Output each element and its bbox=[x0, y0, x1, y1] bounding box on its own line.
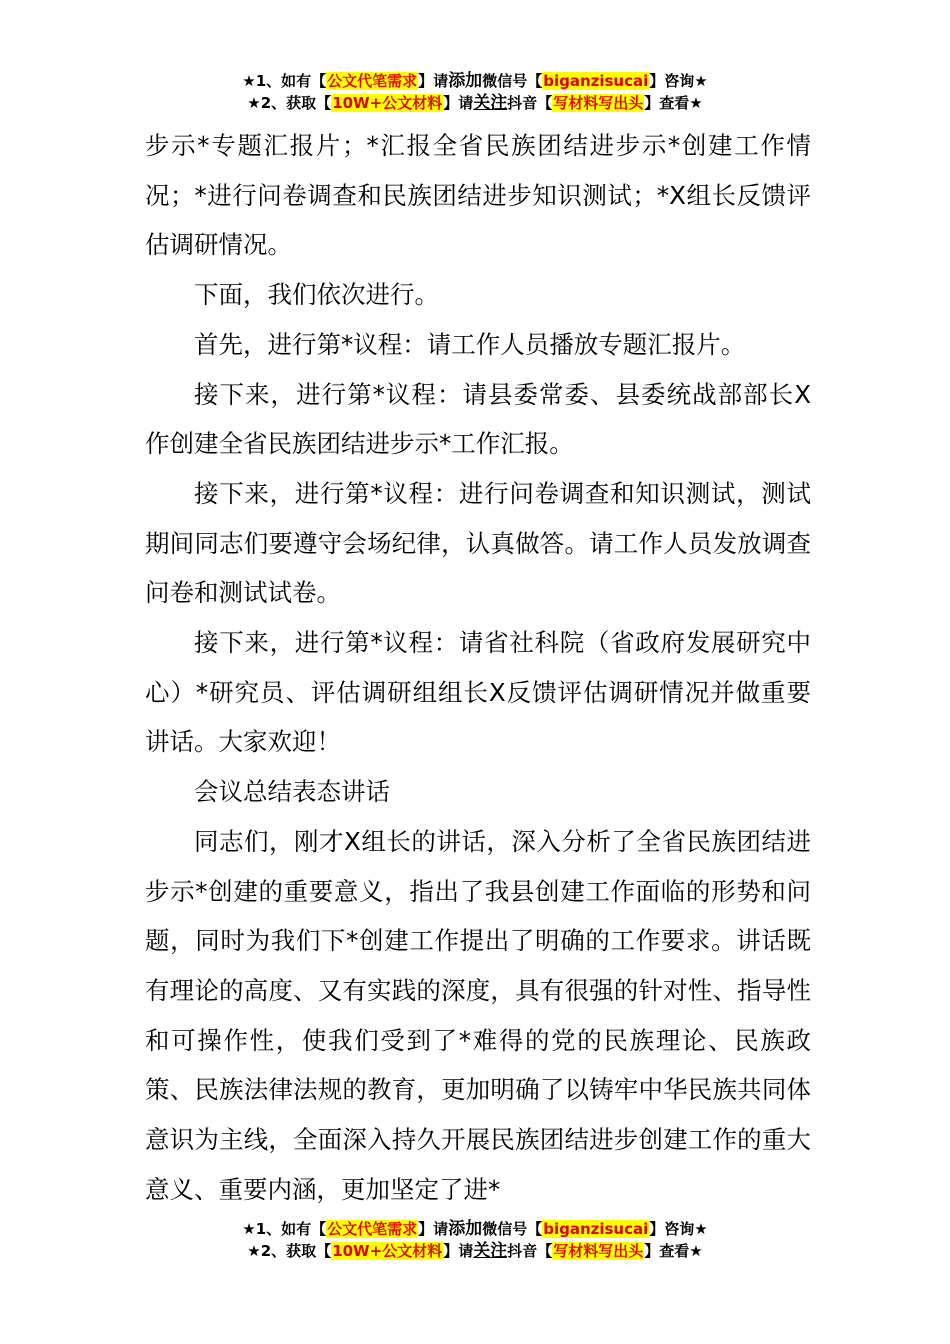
banner-text: 】查看★ bbox=[644, 94, 703, 112]
highlight-douyin: 写材料写出头 bbox=[553, 1242, 644, 1260]
banner-emphasis: 添加 bbox=[448, 1219, 483, 1239]
paragraph-4: 接下来，进行第*议程：请县委常委、县委统战部部长X作创建全省民族团结进步示*工作汇报。 bbox=[145, 379, 811, 459]
banner-line-2 bbox=[0, 92, 950, 114]
banner-text: 】咨询★ bbox=[649, 1220, 708, 1238]
paragraph-1: 步示*专题汇报片；*汇报全省民族团结进步示*创建工作情况；*进行问卷调查和民族团结进步知识测试；*X组长反馈评估调研情况。 bbox=[145, 131, 811, 260]
banner-text: ★2、获取【 bbox=[247, 1242, 332, 1260]
banner-text: 】请 bbox=[418, 1220, 449, 1238]
banner-text: 抖音【 bbox=[507, 1242, 553, 1260]
banner-text: 微信号【 bbox=[482, 72, 543, 90]
banner-text: 】查看★ bbox=[644, 1242, 703, 1260]
highlight-materials: 10W+公文材料 bbox=[332, 1242, 443, 1260]
banner-text: 】请 bbox=[443, 1242, 474, 1260]
banner-emphasis: 关注 bbox=[473, 1241, 508, 1261]
paragraph-7: 同志们，刚才X组长的讲话，深入分析了全省民族团结进步示*创建的重要意义，指出了我县创建工作面临的形势和问题，同时为我们下*创建工作提出了明确的工作要求。讲话既有理论的高度、又有实践的深度，具有很强的针对性、指导性和可操作性，使我们受到了*难得的党的民族理论、民族政策、民族法律法规的教育，更加明确了以铸牢中华民族共同体意识为主线，全面深入持久开展民族团结进步创建工作的重大意义、重要内涵，更加坚定了进* bbox=[145, 826, 811, 1204]
banner-line-2 bbox=[0, 1240, 950, 1262]
banner-text: 】请 bbox=[443, 94, 474, 112]
highlight-wechat-id: biganzisucai bbox=[543, 72, 649, 90]
banner-text: 抖音【 bbox=[507, 94, 553, 112]
header-banner bbox=[0, 70, 950, 114]
highlight-service: 公文代笔需求 bbox=[327, 1220, 418, 1238]
banner-text: ★1、如有【 bbox=[242, 1220, 327, 1238]
highlight-wechat-id: biganzisucai bbox=[543, 1220, 649, 1238]
banner-text: ★2、获取【 bbox=[247, 94, 332, 112]
paragraph-6: 接下来，进行第*议程：请省社科院（省政府发展研究中心）*研究员、评估调研组组长X反馈评估调研情况并做重要讲话。大家欢迎！ bbox=[145, 628, 811, 757]
banner-line-1 bbox=[0, 1218, 950, 1240]
banner-emphasis: 添加 bbox=[448, 71, 483, 91]
paragraph-3: 首先，进行第*议程：请工作人员播放专题汇报片。 bbox=[194, 329, 746, 359]
banner-text: ★1、如有【 bbox=[242, 72, 327, 90]
banner-emphasis: 关注 bbox=[473, 93, 508, 113]
paragraph-2: 下面，我们依次进行。 bbox=[194, 280, 439, 310]
section-heading: 会议总结表态讲话 bbox=[194, 777, 390, 807]
document-body bbox=[145, 121, 811, 1214]
banner-text: 】请 bbox=[418, 72, 449, 90]
banner-line-1 bbox=[0, 70, 950, 92]
footer-banner bbox=[0, 1218, 950, 1262]
highlight-materials: 10W+公文材料 bbox=[332, 94, 443, 112]
paragraph-5: 接下来，进行第*议程：进行问卷调查和知识测试，测试期间同志们要遵守会场纪律，认真做答。请工作人员发放调查问卷和测试试卷。 bbox=[145, 478, 811, 608]
highlight-douyin: 写材料写出头 bbox=[553, 94, 644, 112]
banner-text: 微信号【 bbox=[482, 1220, 543, 1238]
highlight-service: 公文代笔需求 bbox=[327, 72, 418, 90]
banner-text: 】咨询★ bbox=[649, 72, 708, 90]
